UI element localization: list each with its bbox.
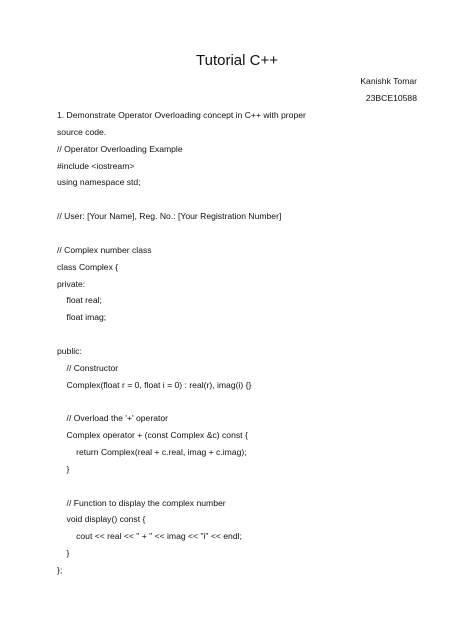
document-line: }; xyxy=(57,565,63,575)
author-name: Kanishk Tomar xyxy=(360,76,417,86)
registration-number: 23BCE10588 xyxy=(365,93,417,103)
document-line: // Constructor xyxy=(57,362,119,373)
document-line: public: xyxy=(57,345,82,356)
document-line: // Overload the '+' operator xyxy=(57,413,169,424)
document-line: // Operator Overloading Example xyxy=(57,143,183,154)
document-line: // Complex number class xyxy=(57,244,152,255)
document-line: Complex operator + (const Complex &c) const { xyxy=(57,430,248,441)
document-line: #include <iostream> xyxy=(57,160,135,171)
document-line: // Function to display the complex number xyxy=(57,497,226,508)
document-title: Tutorial C++ xyxy=(196,52,278,69)
document-line: } xyxy=(57,463,70,474)
document-line: float real; xyxy=(57,295,102,306)
document-line: cout << real << " + " << imag << "i" << endl; xyxy=(57,531,242,542)
document-line: // User: [Your Name], Reg. No.: [Your Registration Number] xyxy=(57,211,282,222)
document-line: return Complex(real + c.real, imag + c.imag); xyxy=(57,447,247,457)
document-line: 1. Demonstrate Operator Overloading concept in C++ with proper xyxy=(57,110,306,120)
document-line: private: xyxy=(57,278,86,289)
document-line: void display() const { xyxy=(57,514,146,525)
document-line: float imag; xyxy=(57,312,107,323)
document-line: source code. xyxy=(57,126,107,137)
document-line: } xyxy=(57,548,70,559)
document-line: class Complex { xyxy=(57,261,119,272)
document-line: using namespace std; xyxy=(57,177,141,188)
document-line: Complex(float r = 0, float i = 0) : real(r), imag(i) {} xyxy=(57,379,252,390)
